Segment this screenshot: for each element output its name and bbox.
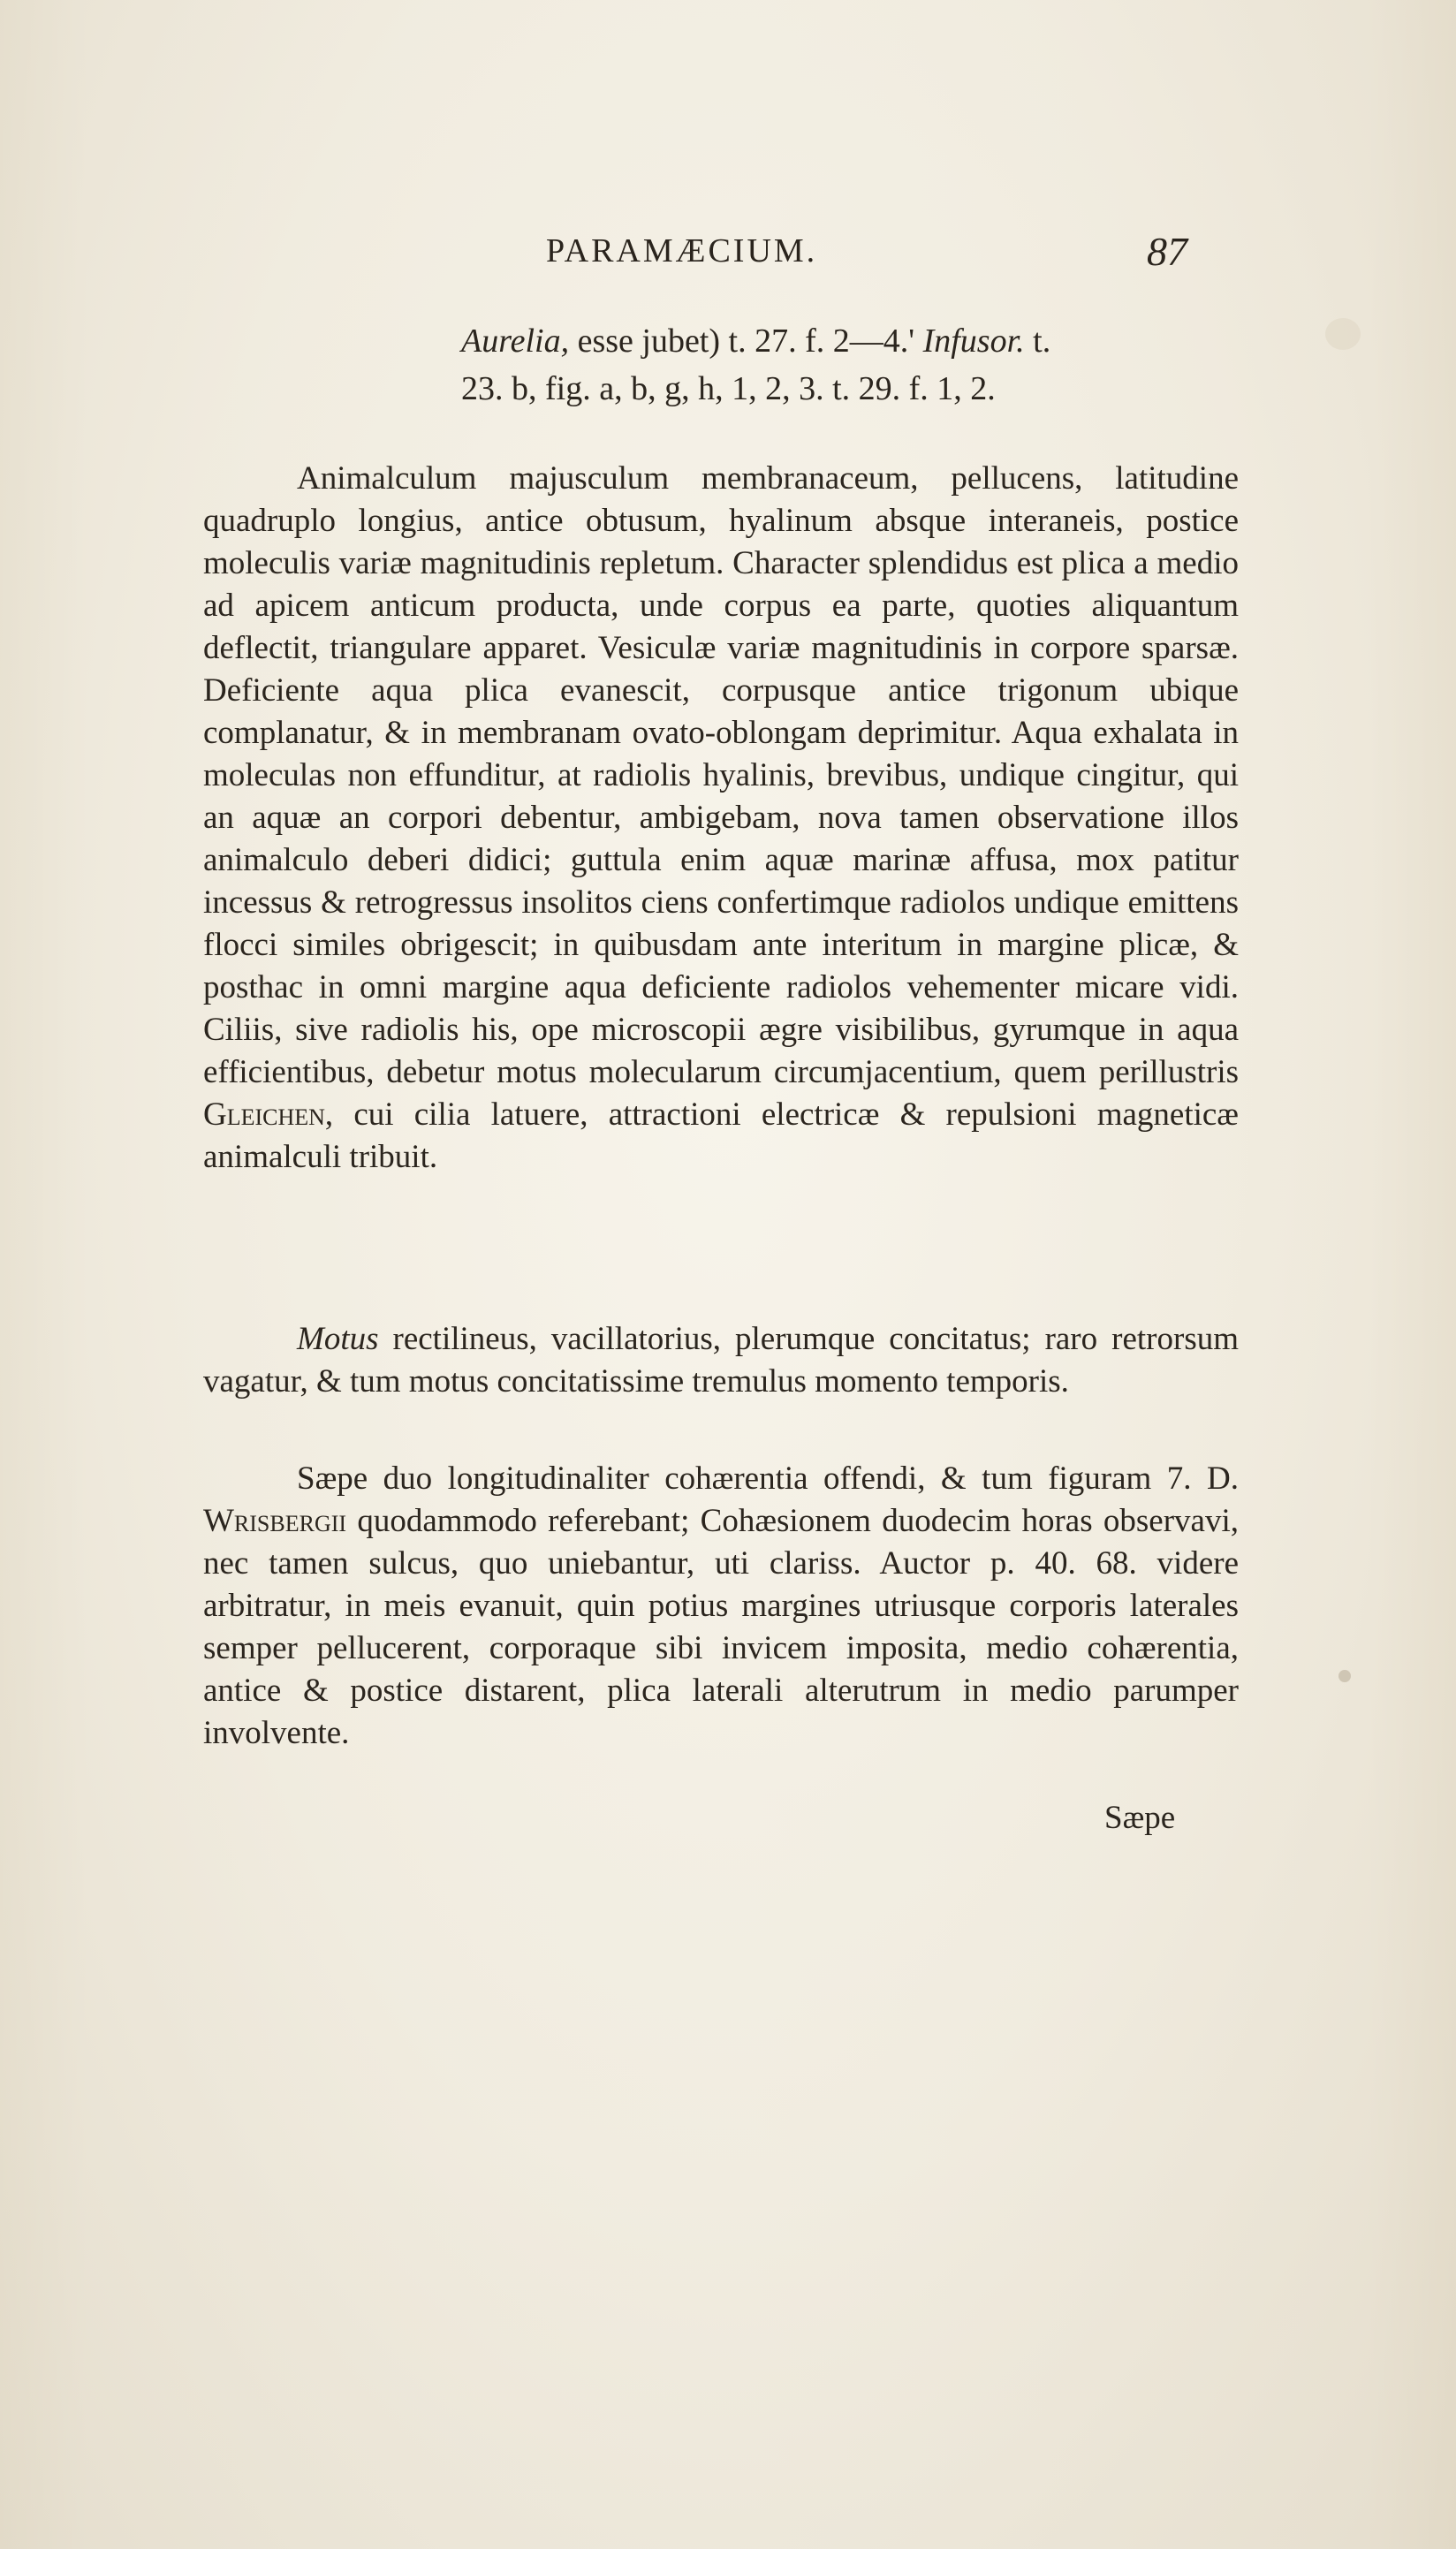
reference-line [461, 322, 1050, 360]
page-number: 87 [1147, 229, 1187, 274]
paragraph-description [203, 458, 1239, 1179]
paragraph-text: , cui cilia latuere, attractioni electricæ & repulsioni magneticæ animalculi tribuit. [203, 1096, 1239, 1175]
author-name: Gleichen [203, 1096, 325, 1133]
paper-stain [1338, 1670, 1351, 1682]
reference-line: 23. b, fig. a, b, g, h, 1, 2, 3. t. 29. f. 1, 2. [461, 370, 996, 407]
paragraph-text: quodammodo referebant; Cohæsionem duodecim horas observavi, nec tamen sulcus, quo uniebantur, uti clariss. Auctor p. 40. 68. videre arbitratur, in meis evanuit, quin potius margines utriusque corporis laterales semper pellucerent, corporaque sibi invicem imposita, medio cohærentia, antice & postice distarent, plica laterali alterutrum in medio parumper involvente. [203, 1503, 1239, 1751]
paragraph-text: rectilineus, vacillatorius, plerumque concitatus; raro retrorsum vagatur, & tum motus concitatissime tremulus momento temporis. [203, 1321, 1239, 1400]
paragraph-italic-lead: Motus [297, 1321, 379, 1357]
reference-text: t. [1024, 322, 1051, 360]
reference-italic: Infusor. [922, 322, 1025, 360]
running-title: PARAMÆCIUM. [546, 232, 818, 269]
paper-stain [1325, 318, 1361, 350]
reference-text: esse jubet) t. 27. f. 2—4.' [569, 322, 923, 360]
paragraph-cohesion [203, 1458, 1239, 1755]
reference-italic: Aurelia, [461, 322, 570, 360]
author-name: Wrisbergii [203, 1503, 347, 1539]
paragraph-motion [203, 1318, 1239, 1403]
page-header [0, 228, 1456, 281]
paragraph-text: Sæpe duo longitudinaliter cohærentia offendi, & tum figuram 7. D. [297, 1460, 1239, 1497]
catchword: Sæpe [1104, 1800, 1176, 1836]
paragraph-text: Animalculum majusculum membranaceum, pellucens, latitudine quadruplo longius, antice obtusum, hyalinum absque interaneis, postice moleculis variæ magnitudinis repletum. Character splendidus est plica a medio ad apicem anticum producta, unde corpus ea parte, quoties aliquantum deflectit, triangulare apparet. Vesiculæ variæ magnitudinis in corpore sparsæ. Deficiente aqua plica evanescit, corpusque antice trigonum ubique complanatur, & in membranam ovato-oblongam deprimitur. Aqua exhalata in moleculas non effunditur, at radiolis hyalinis, brevibus, undique cingitur, qui an aquæ an corpori debentur, ambigebam, nova tamen observatione illos animalculo deberi didici; guttula enim aquæ marinæ affusa, mox patitur incessus & retrogressus insolitos ciens confertimque radiolos undique emittens flocci similes obrigescit; in quibusdam ante interitum in margine plicæ, & posthac in omni margine aqua deficiente radiolos vehementer micare vidi. Ciliis, sive radiolis his, ope microscopii ægre visibilibus, gyrumque in aqua efficientibus, debetur motus molecularum circumjacentium, quem perillustris [203, 460, 1239, 1090]
